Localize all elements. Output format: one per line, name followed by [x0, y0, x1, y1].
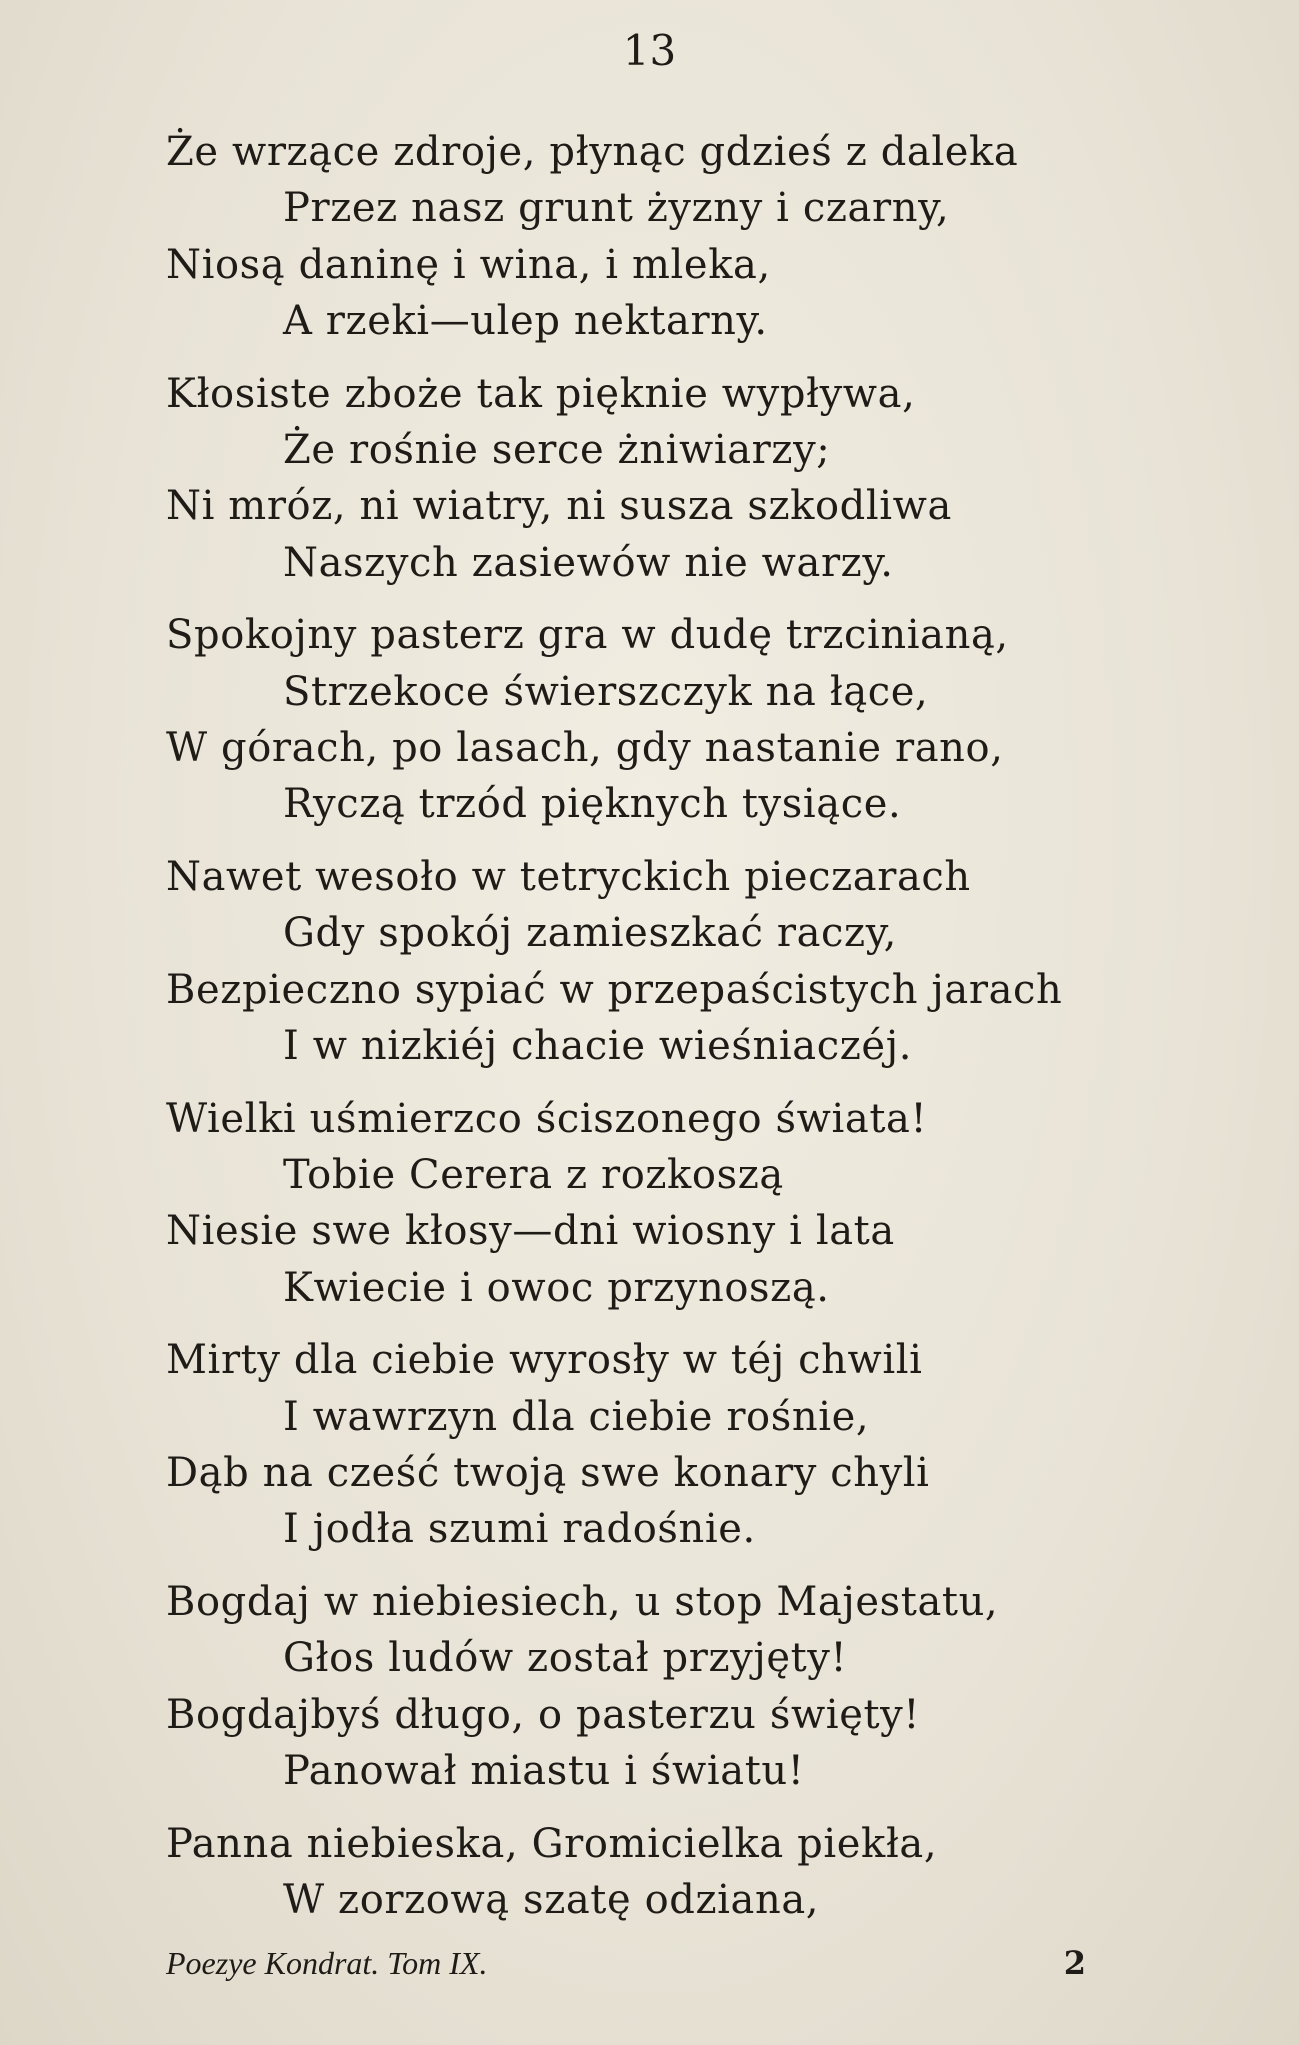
- verse-line: Ni mróz, ni wiatry, ni susza szkodliwa: [166, 483, 952, 530]
- stanza-7: [166, 1574, 1166, 1799]
- verse-line: Że wrzące zdroje, płynąc gdzieś z daleka: [166, 129, 1019, 175]
- signature-mark: 2: [1063, 1944, 1086, 1982]
- stanza-5: [166, 1091, 1166, 1316]
- verse-line: Niesie swe kłosy—dni wiosny i lata: [166, 1208, 895, 1255]
- verse-line: Bogdaj w niebiesiech, u stop Majestatu,: [166, 1579, 999, 1626]
- verse-line: Bogdajbyś długo, o pasterzu święty!: [166, 1691, 921, 1738]
- verse-line: Że rośnie serce żniwiarzy;: [283, 426, 831, 473]
- verse-line: I wawrzyn dla ciebie rośnie,: [283, 1393, 870, 1440]
- page-footer: [166, 1938, 1086, 1998]
- verse-line: Wielki uśmierzco ściszonego świata!: [166, 1095, 928, 1142]
- footer-title: Poezye Kondrat. Tom IX.: [166, 1945, 488, 1981]
- verse-line: Przez nasz grunt żyzny i czarny,: [283, 185, 950, 232]
- verse-line: Bezpieczno sypiać w przepaścistych jarach: [166, 966, 1063, 1013]
- verse-line: Dąb na cześć twoją swe konary chyli: [166, 1450, 930, 1497]
- verse-line: W górach, po lasach, gdy nastanie rano,: [166, 724, 1004, 771]
- verse-line: I jodła szumi radośnie.: [283, 1506, 756, 1553]
- verse-line: W zorzową szatę odziana,: [283, 1877, 820, 1924]
- verse-line: Niosą daninę i wina, i mleka,: [166, 241, 771, 288]
- stanza-2: [166, 366, 1166, 591]
- verse-line: I w nizkiéj chacie wieśniaczéj.: [283, 1022, 913, 1069]
- verse-line: Panna niebieska, Gromicielka piekła,: [166, 1820, 938, 1867]
- verse-line: Naszych zasiewów nie warzy.: [283, 539, 894, 586]
- verse-line: Panował miastu i światu!: [283, 1748, 805, 1795]
- verse-line: Ryczą trzód pięknych tysiące.: [283, 781, 902, 828]
- stanza-6: [166, 1332, 1166, 1557]
- verse-line: Głos ludów został przyjęty!: [283, 1635, 848, 1682]
- verse-line: A rzeki—ulep nektarny.: [283, 297, 768, 344]
- verse-line: Strzekoce świerszczyk na łące,: [283, 668, 929, 715]
- verse-line: Spokojny pasterz gra w dudę trzcinianą,: [166, 612, 1009, 659]
- stanza-3: [166, 607, 1166, 832]
- verse-line: Kwiecie i owoc przynoszą.: [283, 1264, 830, 1311]
- verse-line: Kłosiste zboże tak pięknie wypływa,: [166, 370, 916, 417]
- stanza-1: [166, 124, 1166, 349]
- verse-line: Tobie Cerera z rozkoszą: [283, 1152, 784, 1199]
- poem-text: [166, 124, 1166, 1928]
- verse-line: Gdy spokój zamieszkać raczy,: [283, 910, 897, 957]
- verse-line: Nawet wesoło w tetryckich pieczarach: [166, 854, 971, 901]
- stanza-4: [166, 849, 1166, 1074]
- page-number: 13: [622, 26, 677, 75]
- stanza-8: [166, 1816, 1166, 1929]
- verse-line: Mirty dla ciebie wyrosły w téj chwili: [166, 1337, 923, 1384]
